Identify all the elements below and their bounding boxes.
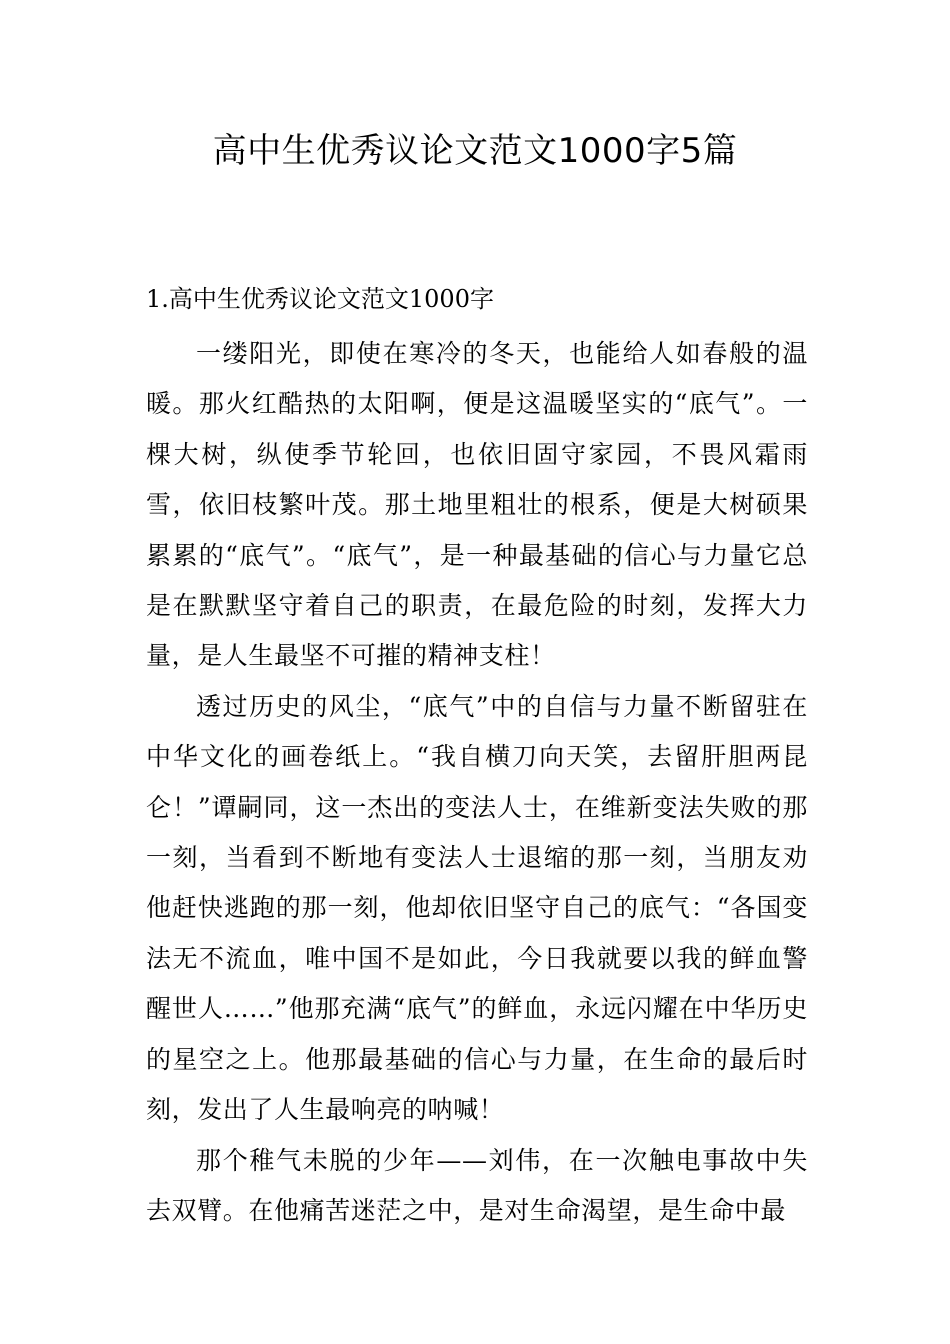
section-heading: 1.高中生优秀议论文范文1000字: [146, 285, 494, 313]
document-title: 高中生优秀议论文范文1000字5篇: [212, 131, 738, 171]
paragraph-2: 透过历史的风尘，“底气”中的自信与力量不断留驻在中华文化的画卷纸上。“我自横刀向天笑，去留肝胆两昆仑！”谭嗣同，这一杰出的变法人士，在维新变法失败的那一刻，当看到不断地有变法人士退缩的那一刻，当朋友劝他赶快逃跑的那一刻，他却依旧坚守自己的底气：“各国变法无不流血，唯中国不是如此，今日我就要以我的鲜血警醒世人……”他那充满“底气”的鲜血，永远闪耀在中华历史的星空之上。他那最基础的信心与力量，在生命的最后时刻，发出了人生最响亮的呐喊！: [146, 691, 808, 1125]
paragraph-1: 一缕阳光，即使在寒冷的冬天，也能给人如春般的温暖。那火红酷热的太阳啊，便是这温暖坚实的“底气”。一棵大树，纵使季节轮回，也依旧固守家园，不畏风霜雨雪，依旧枝繁叶茂。那土地里粗壮的根系，便是大树硕果累累的“底气”。“底气”，是一种最基础的信心与力量它总是在默默坚守着自己的职责，在最危险的时刻，发挥大力量，是人生最坚不可摧的精神支柱！: [146, 339, 808, 671]
section-body: [146, 329, 808, 1236]
paragraph-3: 那个稚气未脱的少年——刘伟，在一次触电事故中失去双臂。在他痛苦迷茫之中，是对生命渴望，是生命中最: [146, 1145, 808, 1225]
